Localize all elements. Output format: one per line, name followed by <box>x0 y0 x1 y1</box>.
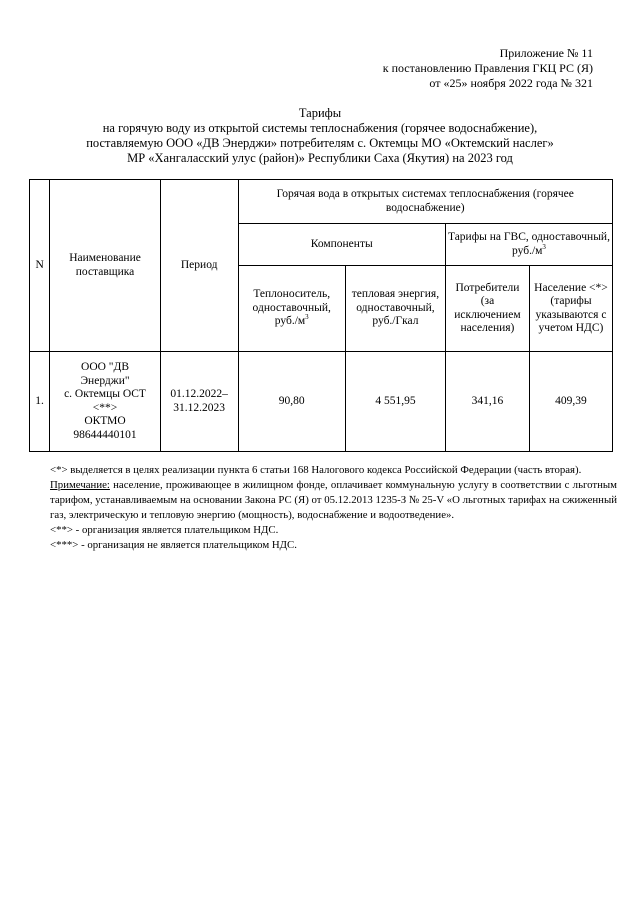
header-components: Компоненты <box>238 224 445 266</box>
row-heat-energy-value: 4 551,95 <box>345 352 445 452</box>
header-hot-water-group: Горячая вода в открытых системах теплоснабжения (горячее водоснабжение) <box>238 180 613 224</box>
row-consumers-value: 341,16 <box>445 352 529 452</box>
row-supplier: ООО "ДВ Энерджи" с. Октемцы ОСТ <**> ОКТМО 98644440101 <box>50 352 161 452</box>
footnote-not-vat-payer: <***> - организация не является плательщиком НДС. <box>50 539 297 551</box>
row-coolant-value: 90,80 <box>238 352 345 452</box>
row-number: 1. <box>30 352 50 452</box>
note-label: Примечание: <box>50 479 110 491</box>
document-header <box>383 46 593 91</box>
row-population-value: 409,39 <box>529 352 612 452</box>
header-supplier: Наименование поставщика <box>50 180 161 352</box>
footnote-vat-payer: <**> - организация является плательщиком НДС. <box>50 524 279 536</box>
footnote-note <box>50 478 617 523</box>
resolution-date: от «25» ноября 2022 года № 321 <box>429 76 593 90</box>
document-title <box>0 106 640 166</box>
row-period: 01.12.2022– 31.12.2023 <box>160 352 238 452</box>
header-coolant: Теплоноситель, одноставочный, $руб./м^3$ <box>238 266 345 352</box>
header-heat-energy: тепловая энергия, одноставочный, руб./Гкал <box>345 266 445 352</box>
header-row-1 <box>30 180 613 224</box>
table-row <box>30 352 613 452</box>
header-consumers: Потребители (за исключением населения) <box>445 266 529 352</box>
header-period: Период <box>160 180 238 352</box>
title-line-4: МР «Хангаласский улус (район)» Республики Саха (Якутия) на 2023 год <box>127 151 513 165</box>
title-heading: Тарифы <box>298 106 342 120</box>
tariff-table <box>29 179 613 452</box>
footnotes <box>50 463 617 553</box>
footnote-vat-allocation: <*> выделяется в целях реализации пункта 6 статьи 168 Налогового кодекса Российской Федерации (часть вторая). <box>50 464 582 476</box>
title-line-3: поставляемую ООО «ДВ Энерджи» потребителям с. Октемцы МО «Октемский наслег» <box>86 136 554 150</box>
note-text: население, проживающее в жилищном фонде, оплачивает коммунальную услугу в соответствии с льготным тарифом, устанавливаемым на основании Закона РС (Я) от 05.12.2013 1235-З № 25-V «О льготных тарифах на сжиженный газ, электрическую и тепловую энергию (мощность), водоснабжение и водоотведение». <box>50 479 617 521</box>
appendix-number: Приложение № 11 <box>499 46 593 60</box>
header-population: Население <*> (тарифы указываются с учетом НДС) <box>529 266 612 352</box>
resolution-reference: к постановлению Правления ГКЦ РС (Я) <box>382 61 593 75</box>
title-line-2: на горячую воду из открытой системы теплоснабжения (горячее водоснабжение), <box>102 121 538 135</box>
header-n: N <box>30 180 50 352</box>
header-tariffs-gvs: Тарифы на ГВС, одноставочный, $руб./м^3$ <box>445 224 612 266</box>
